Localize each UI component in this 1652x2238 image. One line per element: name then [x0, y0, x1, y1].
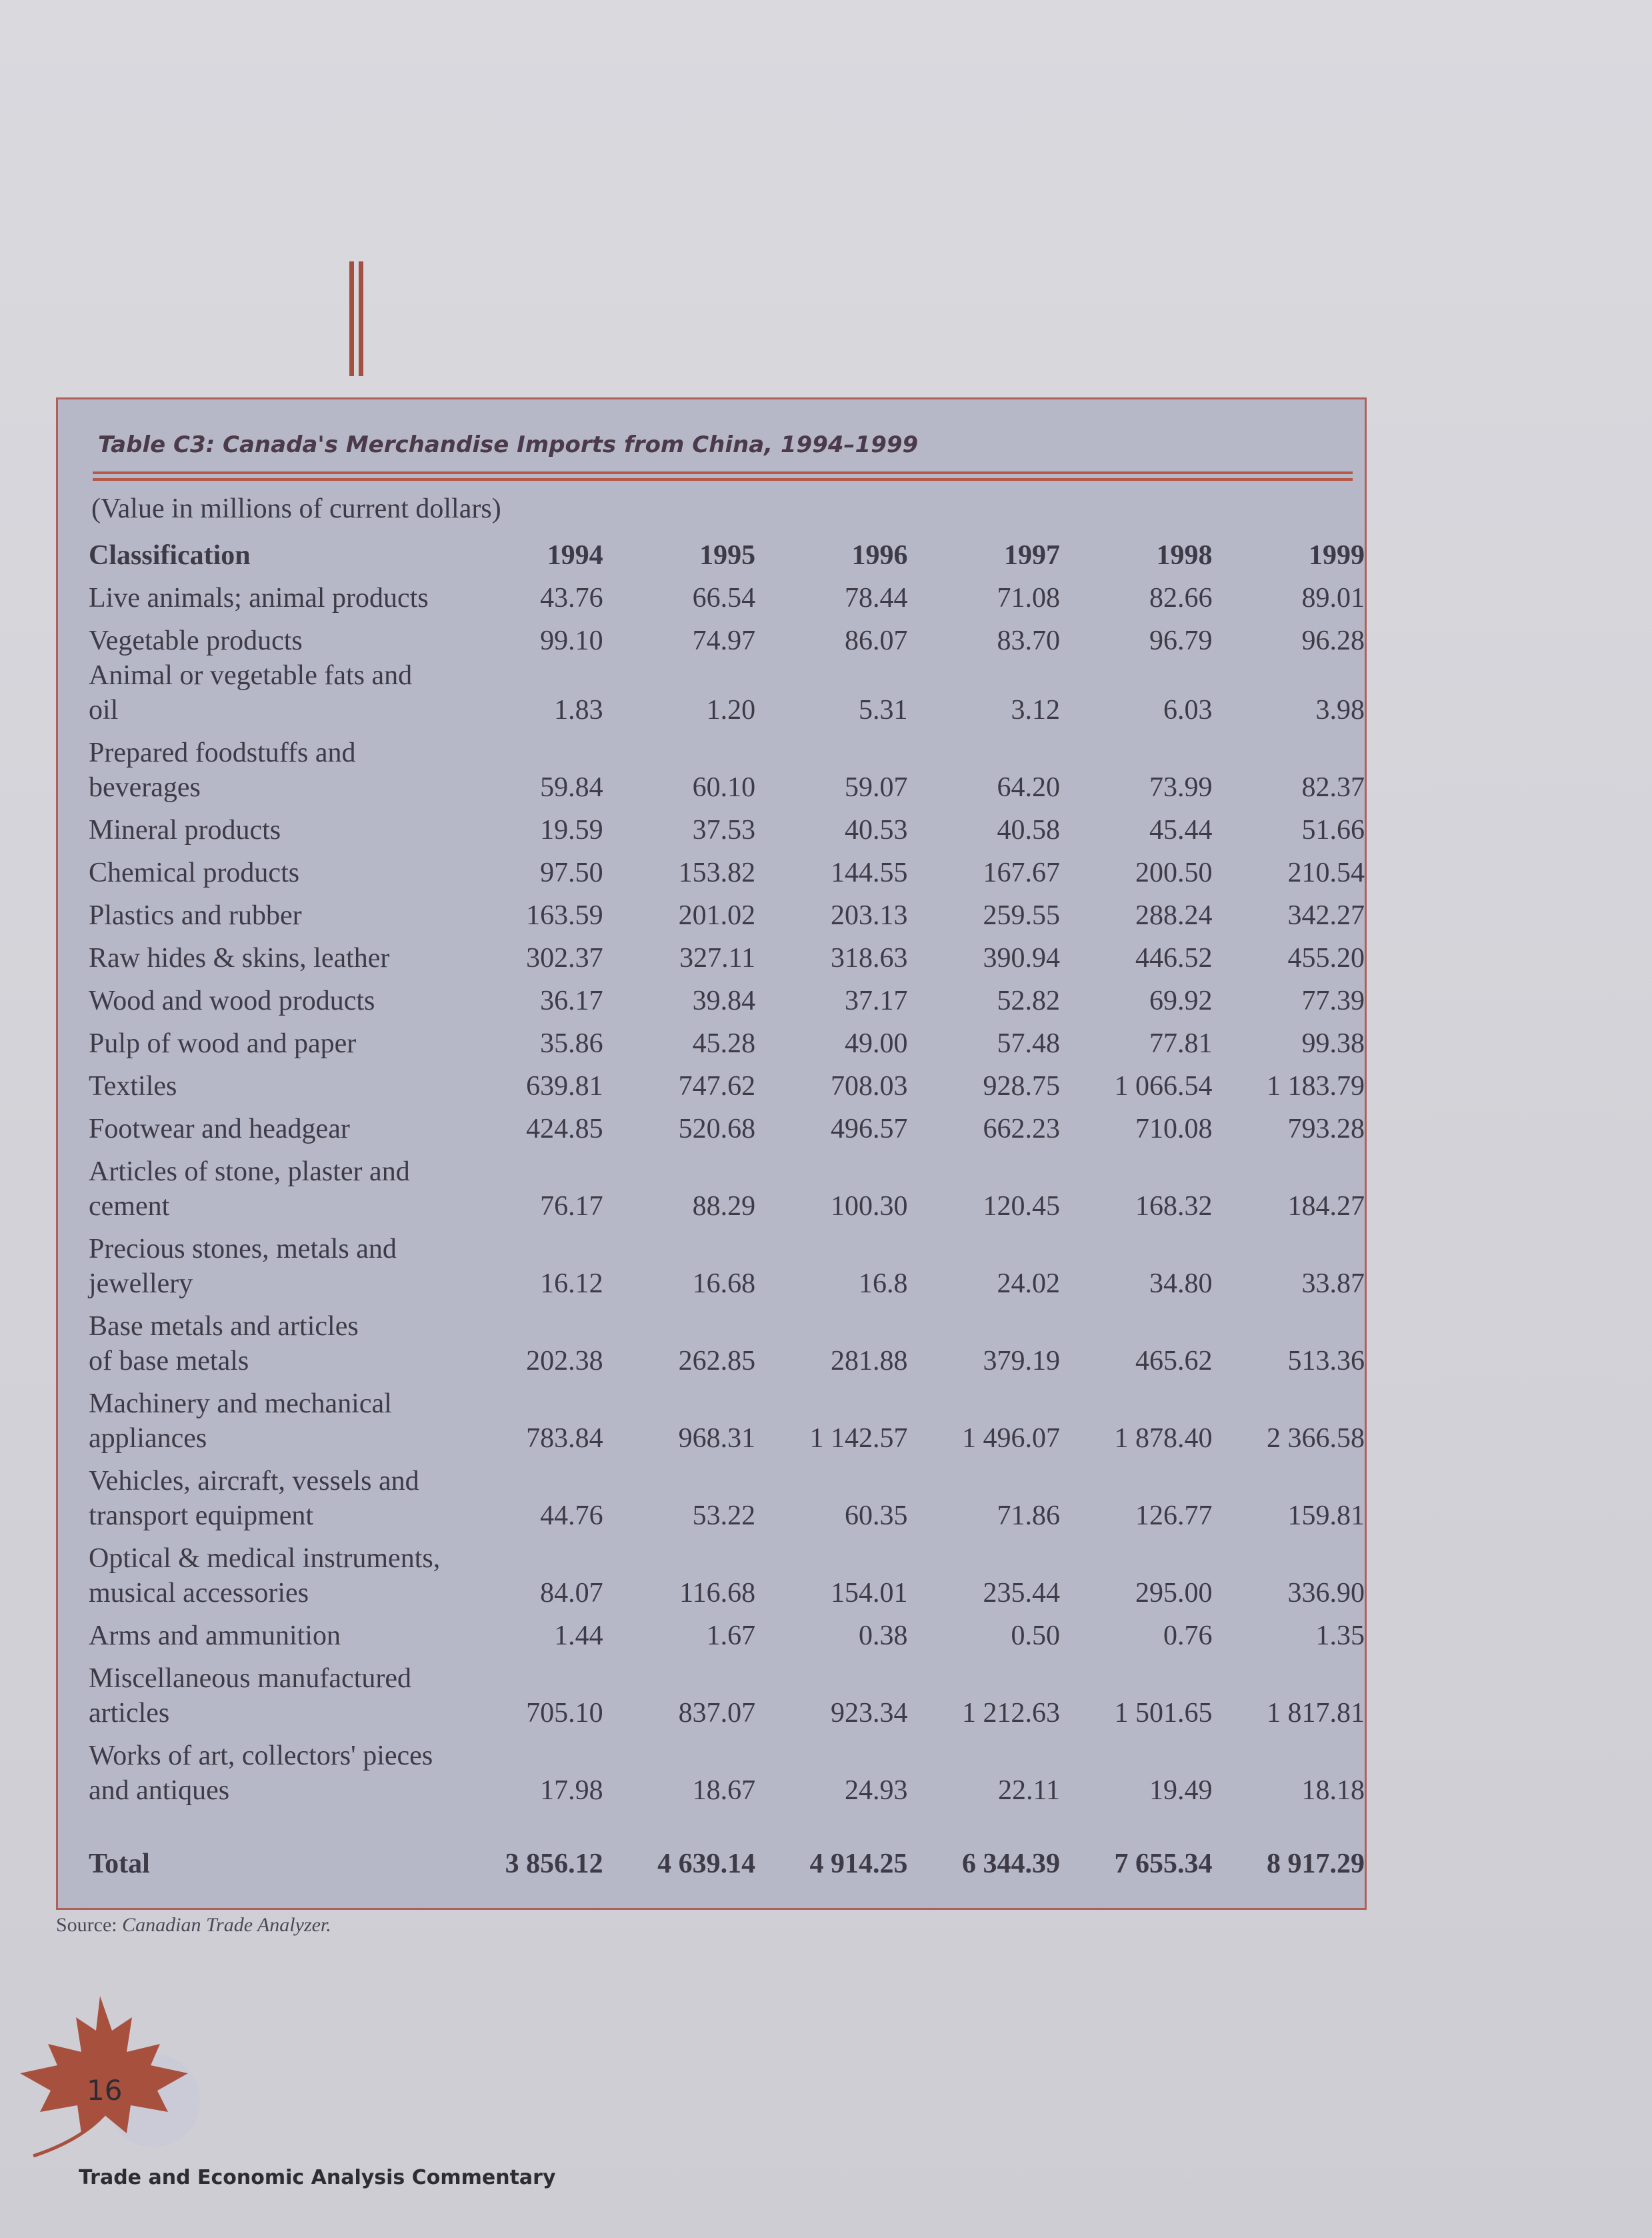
value-cell: 100.30: [831, 1191, 908, 1222]
classification-text: cement: [89, 1191, 170, 1222]
classification-header: Classification: [89, 540, 251, 571]
classification-text: Footwear and headgear: [89, 1114, 350, 1144]
total-value: 3 856.12: [505, 1849, 603, 1879]
value-cell: 837.07: [678, 1698, 756, 1729]
value-cell: 49.00: [845, 1028, 908, 1059]
value-cell: 1 142.57: [809, 1423, 908, 1454]
value-cell: 45.44: [1149, 815, 1213, 846]
value-cell: 77.81: [1149, 1028, 1213, 1059]
value-cell: 288.24: [1135, 900, 1213, 931]
value-cell: 16.8: [859, 1268, 908, 1299]
classification-text: Chemical products: [89, 858, 300, 888]
value-cell: 968.31: [678, 1423, 756, 1454]
value-cell: 77.39: [1301, 986, 1365, 1016]
value-cell: 44.76: [540, 1500, 603, 1531]
value-cell: 71.86: [997, 1500, 1060, 1531]
value-cell: 210.54: [1287, 858, 1365, 888]
value-cell: 35.86: [540, 1028, 603, 1059]
value-cell: 327.11: [679, 943, 756, 974]
classification-text: Miscellaneous manufactured: [89, 1663, 411, 1694]
value-cell: 18.67: [692, 1775, 756, 1806]
value-cell: 86.07: [845, 626, 908, 656]
classification-text: appliances: [89, 1423, 207, 1454]
year-header: 1996: [851, 540, 908, 571]
table-row: [89, 1731, 1365, 1808]
value-cell: 40.53: [845, 815, 908, 846]
value-cell: 126.77: [1135, 1500, 1213, 1531]
classification-text: articles: [89, 1698, 170, 1729]
value-cell: 262.85: [678, 1346, 756, 1376]
value-cell: 281.88: [831, 1346, 908, 1376]
value-cell: 66.54: [692, 583, 756, 614]
table-row: [89, 1301, 1365, 1378]
classification-cell: [89, 890, 451, 933]
total-value: 4 914.25: [809, 1849, 908, 1879]
classification-text: Vehicles, aircraft, vessels and: [89, 1466, 419, 1496]
value-cell: 168.32: [1135, 1191, 1213, 1222]
value-cell: 923.34: [831, 1698, 908, 1729]
publication-title: Trade and Economic Analysis Commentary: [79, 2166, 556, 2189]
value-cell: 259.55: [983, 900, 1060, 931]
classification-cell: [89, 1378, 451, 1456]
total-value: 6 344.39: [962, 1849, 1060, 1879]
value-cell: 184.27: [1287, 1191, 1365, 1222]
value-cell: 154.01: [831, 1578, 908, 1608]
value-cell: 37.53: [692, 815, 756, 846]
value-cell: 1.83: [554, 695, 603, 726]
classification-text: Live animals; animal products: [89, 583, 429, 614]
value-cell: 59.84: [540, 772, 603, 803]
classification-text: Optical & medical instruments,: [89, 1543, 441, 1574]
table-row: [89, 1224, 1365, 1301]
total-row: [89, 1808, 1365, 1881]
classification-cell: [89, 1018, 451, 1061]
classification-text: Base metals and articles: [89, 1311, 359, 1342]
classification-cell: [89, 1456, 451, 1533]
source-prefix: Source:: [56, 1914, 117, 1936]
classification-text: jewellery: [89, 1268, 193, 1299]
table-row: [89, 616, 1365, 658]
classification-cell: [89, 616, 451, 658]
value-cell: 83.70: [997, 626, 1060, 656]
value-cell: 1.35: [1315, 1620, 1365, 1651]
value-cell: 3.12: [1011, 695, 1060, 726]
classification-cell: [89, 728, 451, 805]
value-cell: 520.68: [678, 1114, 756, 1144]
classification-text: transport equipment: [89, 1500, 314, 1531]
value-cell: 78.44: [845, 583, 908, 614]
classification-cell: [89, 1224, 451, 1301]
classification-text: beverages: [89, 772, 201, 803]
value-cell: 1 183.79: [1267, 1071, 1365, 1102]
classification-text: Precious stones, metals and: [89, 1234, 397, 1264]
header-row: [89, 530, 1365, 573]
value-cell: 39.84: [692, 986, 756, 1016]
value-cell: 390.94: [983, 943, 1060, 974]
value-cell: 34.80: [1149, 1268, 1213, 1299]
classification-cell: [89, 805, 451, 848]
value-cell: 203.13: [831, 900, 908, 931]
value-cell: 57.48: [997, 1028, 1060, 1059]
value-cell: 446.52: [1135, 943, 1213, 974]
value-cell: 342.27: [1287, 900, 1365, 931]
value-cell: 96.79: [1149, 626, 1213, 656]
value-cell: 18.18: [1301, 1775, 1365, 1806]
value-cell: 3.98: [1315, 695, 1365, 726]
value-cell: 76.17: [540, 1191, 603, 1222]
classification-text: Textiles: [89, 1071, 177, 1102]
classification-text: Raw hides & skins, leather: [89, 943, 390, 974]
classification-text: Mineral products: [89, 815, 281, 846]
value-cell: 1 496.07: [962, 1423, 1060, 1454]
value-cell: 710.08: [1135, 1114, 1213, 1144]
value-cell: 71.08: [997, 583, 1060, 614]
table-row: [89, 1653, 1365, 1731]
value-cell: 424.85: [526, 1114, 603, 1144]
table-row: [89, 1456, 1365, 1533]
value-cell: 16.68: [692, 1268, 756, 1299]
value-cell: 84.07: [540, 1578, 603, 1608]
value-cell: 59.07: [845, 772, 908, 803]
value-cell: 51.66: [1301, 815, 1365, 846]
table-row: [89, 1378, 1365, 1456]
accent-bar: [359, 261, 363, 376]
table-row: [89, 728, 1365, 805]
classification-cell: [89, 573, 451, 616]
value-cell: 200.50: [1135, 858, 1213, 888]
classification-cell: [89, 658, 451, 728]
table-row: [89, 658, 1365, 728]
value-cell: 16.12: [540, 1268, 603, 1299]
value-cell: 1.20: [706, 695, 756, 726]
classification-text: Prepared foodstuffs and: [89, 738, 356, 768]
classification-cell: [89, 976, 451, 1018]
table-row: [89, 805, 1365, 848]
value-cell: 793.28: [1287, 1114, 1365, 1144]
table-row: [89, 976, 1365, 1018]
imports-table: [89, 530, 1365, 1881]
classification-cell: [89, 1104, 451, 1146]
value-cell: 53.22: [692, 1500, 756, 1531]
table-row: [89, 933, 1365, 976]
classification-cell: [89, 1533, 451, 1610]
value-cell: 40.58: [997, 815, 1060, 846]
classification-cell: [89, 1061, 451, 1104]
table-caption: (Value in millions of current dollars): [91, 493, 501, 524]
table-row: [89, 1146, 1365, 1224]
classification-text: Vegetable products: [89, 626, 303, 656]
value-cell: 43.76: [540, 583, 603, 614]
value-cell: 6.03: [1163, 695, 1213, 726]
table-row: [89, 1610, 1365, 1653]
value-cell: 465.62: [1135, 1346, 1213, 1376]
classification-cell: [89, 848, 451, 890]
value-cell: 64.20: [997, 772, 1060, 803]
value-cell: 88.29: [692, 1191, 756, 1222]
source-note: [56, 1914, 331, 1937]
value-cell: 1 878.40: [1114, 1423, 1213, 1454]
classification-cell: [89, 1301, 451, 1378]
classification-cell: [89, 1731, 451, 1808]
value-cell: 163.59: [526, 900, 603, 931]
value-cell: 0.38: [859, 1620, 908, 1651]
value-cell: 455.20: [1287, 943, 1365, 974]
value-cell: 0.76: [1163, 1620, 1213, 1651]
value-cell: 153.82: [678, 858, 756, 888]
value-cell: 0.50: [1011, 1620, 1060, 1651]
value-cell: 73.99: [1149, 772, 1213, 803]
value-cell: 513.36: [1287, 1346, 1365, 1376]
accent-bars: [348, 261, 367, 376]
value-cell: 60.35: [845, 1500, 908, 1531]
value-cell: 159.81: [1287, 1500, 1365, 1531]
classification-text: and antiques: [89, 1775, 230, 1806]
table-title: Table C3: Canada's Merchandise Imports from China, 1994–1999: [98, 431, 919, 458]
value-cell: 89.01: [1301, 583, 1365, 614]
table-panel: [56, 397, 1367, 1910]
value-cell: 36.17: [540, 986, 603, 1016]
value-cell: 783.84: [526, 1423, 603, 1454]
value-cell: 99.10: [540, 626, 603, 656]
value-cell: 1.67: [706, 1620, 756, 1651]
source-name: Canadian Trade Analyzer.: [122, 1914, 331, 1936]
classification-text: Arms and ammunition: [89, 1620, 341, 1651]
table-row: [89, 890, 1365, 933]
value-cell: 202.38: [526, 1346, 603, 1376]
value-cell: 52.82: [997, 986, 1060, 1016]
year-header: 1994: [547, 540, 603, 571]
year-header: 1999: [1309, 540, 1365, 571]
value-cell: 45.28: [692, 1028, 756, 1059]
classification-text: Pulp of wood and paper: [89, 1028, 357, 1059]
value-cell: 302.37: [526, 943, 603, 974]
table-row: [89, 1018, 1365, 1061]
classification-text: of base metals: [89, 1346, 249, 1376]
value-cell: 705.10: [526, 1698, 603, 1729]
value-cell: 2 366.58: [1267, 1423, 1365, 1454]
value-cell: 19.59: [540, 815, 603, 846]
value-cell: 1 817.81: [1267, 1698, 1365, 1729]
value-cell: 295.00: [1135, 1578, 1213, 1608]
classification-text: Articles of stone, plaster and: [89, 1156, 410, 1187]
value-cell: 1 501.65: [1114, 1698, 1213, 1729]
table-row: [89, 1104, 1365, 1146]
value-cell: 97.50: [540, 858, 603, 888]
classification-cell: [89, 1653, 451, 1731]
value-cell: 99.38: [1301, 1028, 1365, 1059]
table-body: [89, 573, 1365, 1808]
value-cell: 496.57: [831, 1114, 908, 1144]
classification-cell: [89, 933, 451, 976]
accent-bar: [349, 261, 354, 376]
classification-cell: [89, 1610, 451, 1653]
total-label: Total: [89, 1849, 150, 1879]
value-cell: 5.31: [859, 695, 908, 726]
page-number: 16: [87, 2074, 123, 2107]
value-cell: 708.03: [831, 1071, 908, 1102]
total-value: 8 917.29: [1267, 1849, 1365, 1879]
value-cell: 17.98: [540, 1775, 603, 1806]
classification-cell: [89, 1146, 451, 1224]
value-cell: 747.62: [678, 1071, 756, 1102]
value-cell: 235.44: [983, 1578, 1060, 1608]
value-cell: 19.49: [1149, 1775, 1213, 1806]
classification-text: Animal or vegetable fats and oil: [89, 660, 413, 726]
value-cell: 1.44: [554, 1620, 603, 1651]
value-cell: 82.66: [1149, 583, 1213, 614]
year-header: 1995: [699, 540, 756, 571]
value-cell: 167.67: [983, 858, 1060, 888]
value-cell: 69.92: [1149, 986, 1213, 1016]
value-cell: 379.19: [983, 1346, 1060, 1376]
value-cell: 33.87: [1301, 1268, 1365, 1299]
year-header: 1997: [1004, 540, 1060, 571]
value-cell: 318.63: [831, 943, 908, 974]
value-cell: 662.23: [983, 1114, 1060, 1144]
value-cell: 96.28: [1301, 626, 1365, 656]
value-cell: 82.37: [1301, 772, 1365, 803]
value-cell: 639.81: [526, 1071, 603, 1102]
value-cell: 116.68: [679, 1578, 756, 1608]
value-cell: 120.45: [983, 1191, 1060, 1222]
table-row: [89, 1533, 1365, 1610]
value-cell: 24.02: [997, 1268, 1060, 1299]
value-cell: 74.97: [692, 626, 756, 656]
value-cell: 336.90: [1287, 1578, 1365, 1608]
classification-text: Wood and wood products: [89, 986, 375, 1016]
total-value: 7 655.34: [1114, 1849, 1213, 1879]
year-header: 1998: [1156, 540, 1213, 571]
table-row: [89, 573, 1365, 616]
classification-text: Machinery and mechanical: [89, 1388, 392, 1419]
table-row: [89, 1061, 1365, 1104]
value-cell: 22.11: [998, 1775, 1060, 1806]
value-cell: 37.17: [845, 986, 908, 1016]
value-cell: 201.02: [678, 900, 756, 931]
table-row: [89, 848, 1365, 890]
value-cell: 24.93: [845, 1775, 908, 1806]
classification-text: Works of art, collectors' pieces: [89, 1741, 433, 1771]
value-cell: 144.55: [831, 858, 908, 888]
value-cell: 928.75: [983, 1071, 1060, 1102]
title-double-rule: [93, 471, 1353, 482]
classification-text: Plastics and rubber: [89, 900, 302, 931]
classification-text: musical accessories: [89, 1578, 309, 1608]
value-cell: 1 066.54: [1114, 1071, 1213, 1102]
value-cell: 1 212.63: [962, 1698, 1060, 1729]
total-value: 4 639.14: [657, 1849, 756, 1879]
value-cell: 60.10: [692, 772, 756, 803]
